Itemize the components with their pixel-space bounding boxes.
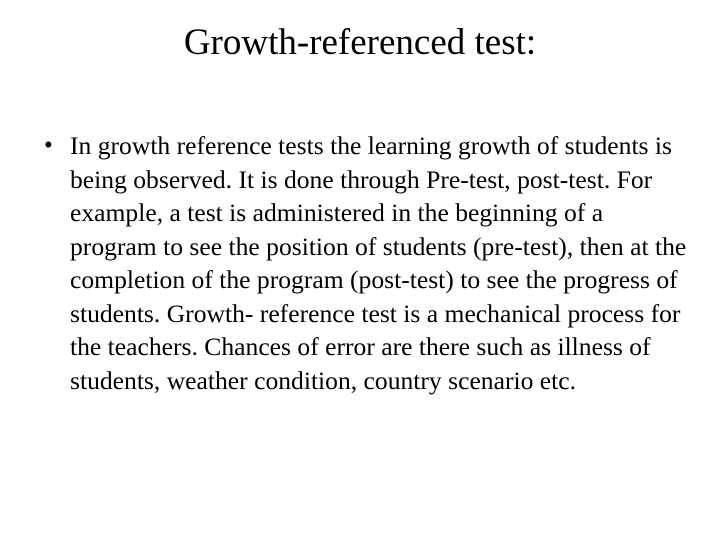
slide-title: Growth-referenced test: (183, 22, 537, 63)
bullet-item (44, 129, 694, 397)
bullet-dot-icon: • (44, 132, 53, 159)
bullet-text: In growth reference tests the learning growth of students is being observed. It is done through Pre-test, post-test. For example, a test is administered in the beginning of a program to see the position of students (pre-test), then at the completion of the program (post-test) to see the progress of students. Growth- reference test is a mechanical process for the teachers. Chances of error are there such as illness of students, weather condition, country scenario etc. (70, 131, 687, 395)
bullet-list (44, 129, 694, 397)
